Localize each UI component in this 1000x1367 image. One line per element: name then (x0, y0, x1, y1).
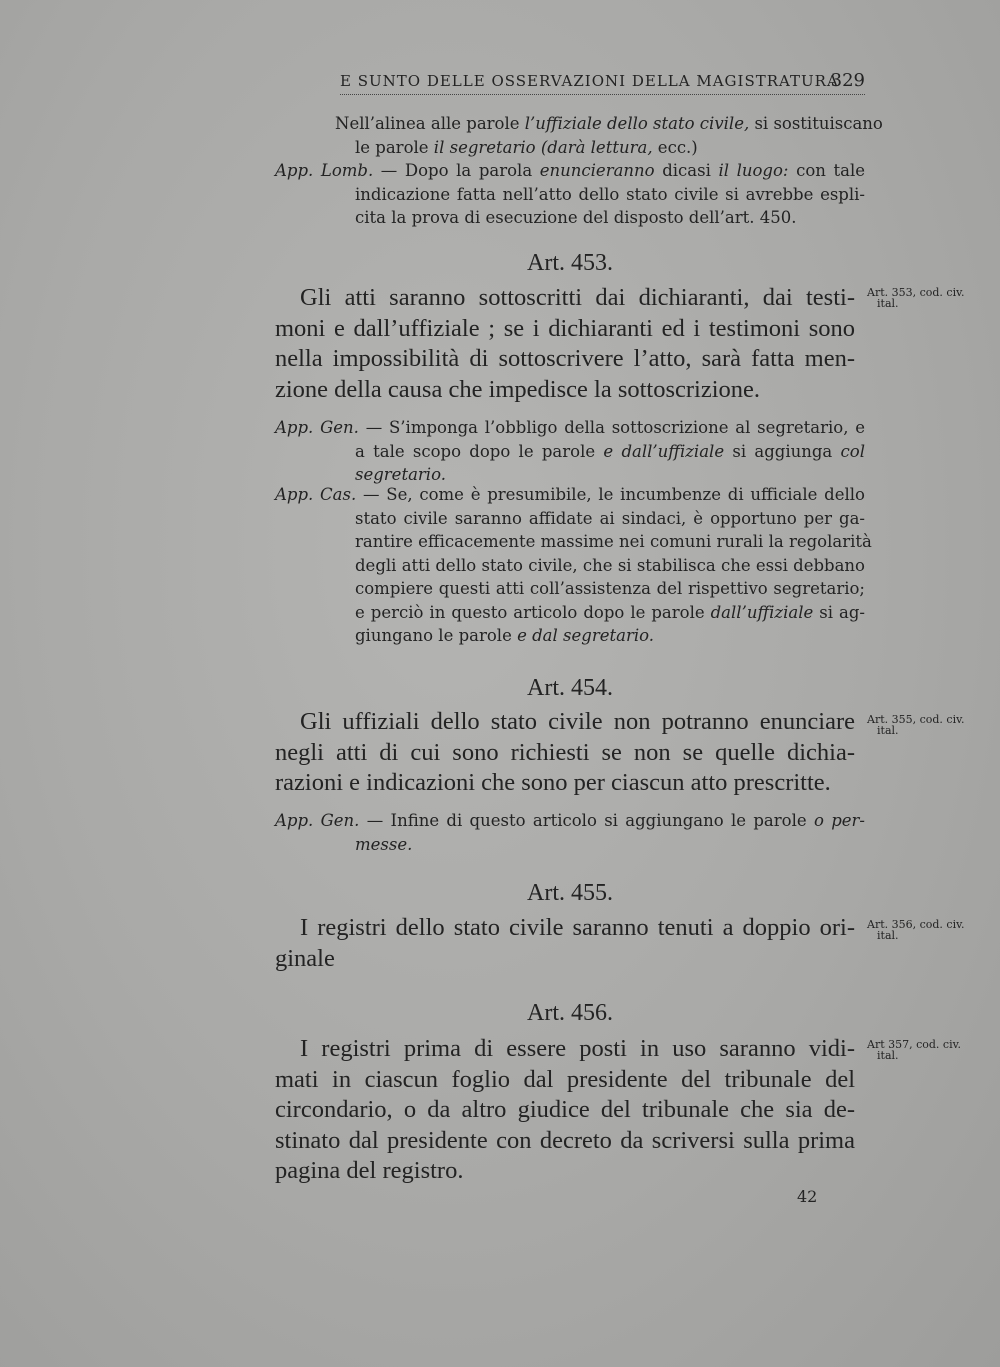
appeal-note-gen: App. Gen. — S’imponga l’obbligo della sottoscrizione al segretario, e a tale scopo dopo le parole e dall’uffiziale si aggiunga col segretario. (275, 418, 865, 484)
signature-mark: 42 (797, 1187, 818, 1206)
note-line: Nell’alinea alle parole l’uffiziale dello stato civile, si sostituiscano (335, 114, 883, 133)
article-text: Gli atti saranno sottoscritti dai dichiaranti, dai testi- moni e dall’uffiziale ; se i dichiaranti ed i testimoni sono nella impossibilità di sottoscrivere l’atto, sarà fatta men- zione della causa che impedisce la sottoscrizione. (275, 284, 855, 403)
note-line: le parole il segretario (darà lettura, ecc.) (355, 137, 698, 157)
running-title: E SUNTO DELLE OSSERVAZIONI DELLA MAGISTRATURA (340, 72, 839, 90)
margin-reference: Art. 355, cod. civ. ital. (867, 713, 965, 737)
margin-reference: Art 357, cod. civ. ital. (867, 1038, 962, 1062)
intro-note (275, 112, 883, 230)
article-text: Gli uffiziali dello stato civile non potranno enunciare negli atti di cui sono richiesti se non se quelle dichia- razioni e indicazioni che sono per ciascun atto prescritte. (275, 708, 855, 796)
article-text: I registri dello stato civile saranno tenuti a doppio ori- ginale (275, 914, 855, 972)
note-line: cita la prova di esecuzione del disposto dell’art. 450. (355, 208, 797, 227)
article-heading: Art. 456. (527, 1000, 613, 1026)
running-header (340, 70, 865, 95)
article-heading: Art. 455. (527, 880, 613, 906)
article-text: I registri prima di essere posti in uso saranno vidi- mati in ciascun foglio dal presidente del tribunale del circondario, o da altro giudice del tribunale che sia de- stinato dal presidente con decreto da scriversi sulla prima pagina del registro. (275, 1035, 855, 1184)
appeal-note-gen: App. Gen. — Infine di questo articolo si aggiungano le parole o per- messe. (275, 811, 865, 854)
margin-reference: Art. 356, cod. civ. ital. (867, 918, 965, 942)
note-line: App. Lomb. — Dopo la parola enuncieranno dicasi il luogo: con tale (275, 161, 865, 180)
note-line: indicazione fatta nell’atto dello stato civile si avrebbe espli- (355, 184, 865, 204)
page-number: 329 (830, 70, 865, 91)
article-heading: Art. 453. (527, 250, 613, 276)
article-heading: Art. 454. (527, 675, 613, 701)
margin-reference: Art. 353, cod. civ. ital. (867, 286, 965, 310)
appeal-note-cas: App. Cas. — Se, come è presumibile, le incumbenze di ufficiale dello stato civile saranno affidate ai sindaci, è opportuno per ga- rantire efficacemente massime nei comuni rurali la regolarità degli atti dello stato civile, che si stabilisca che essi debbano compiere questi atti coll’assistenza del rispettivo segretario; e perciò in questo articolo dopo le parole dall’uffiziale si ag- giungano le parole e dal segretario. (275, 485, 872, 645)
